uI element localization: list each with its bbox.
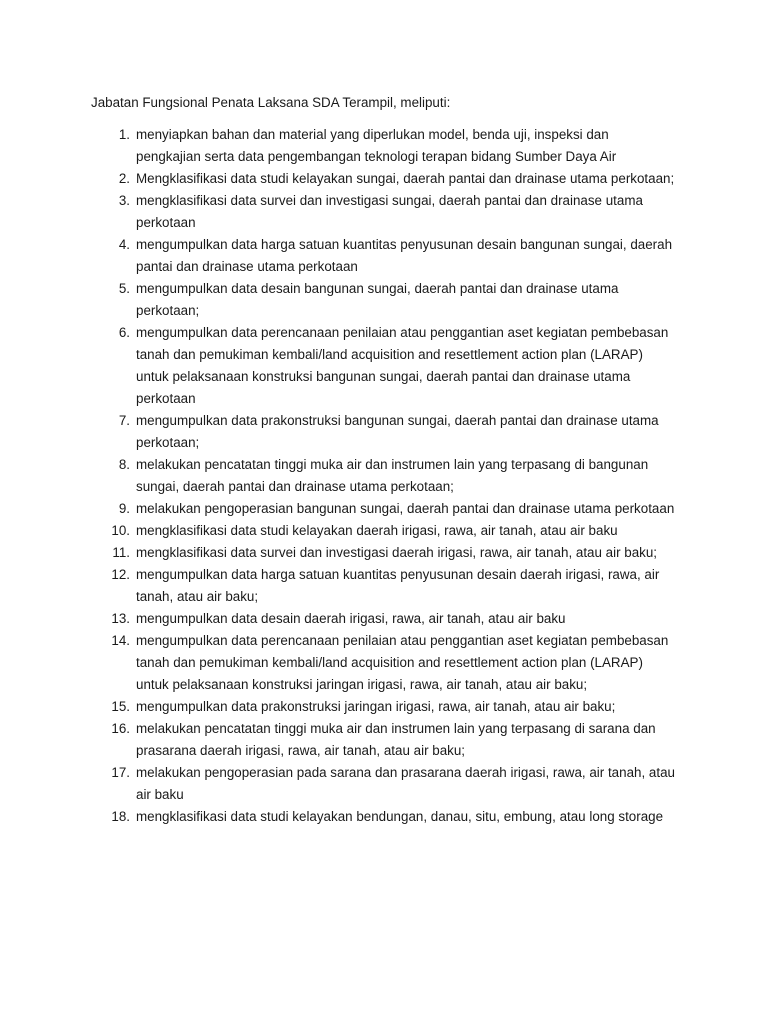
list-item	[0, 806, 676, 828]
list-item-text: mengumpulkan data desain bangunan sungai, daerah pantai dan drainase utama perkotaan;	[136, 281, 619, 318]
list-item	[0, 696, 676, 718]
list-item	[0, 564, 676, 608]
list-item	[0, 454, 676, 498]
list-item-text: mengumpulkan data harga satuan kuantitas penyusunan desain daerah irigasi, rawa, air tanah, atau air baku;	[136, 567, 660, 604]
list-item	[0, 190, 676, 234]
list-item	[0, 762, 676, 806]
list-item-text: mengklasifikasi data survei dan investigasi daerah irigasi, rawa, air tanah, atau air baku;	[136, 545, 658, 560]
list-item-number: 4.	[118, 237, 130, 252]
numbered-list	[0, 124, 768, 828]
list-item-text: mengklasifikasi data survei dan investigasi sungai, daerah pantai dan drainase utama perkotaan	[136, 193, 643, 230]
list-item-text: mengklasifikasi data studi kelayakan daerah irigasi, rawa, air tanah, atau air baku	[136, 523, 618, 538]
list-item-text: melakukan pengoperasian pada sarana dan prasarana daerah irigasi, rawa, air tanah, atau air baku	[136, 765, 675, 802]
list-item-number: 15.	[111, 699, 130, 714]
list-item-number: 3.	[118, 193, 130, 208]
list-item-text: Mengklasifikasi data studi kelayakan sungai, daerah pantai dan drainase utama perkotaan;	[136, 171, 675, 186]
list-item-number: 5.	[118, 281, 130, 296]
list-item-text: melakukan pencatatan tinggi muka air dan instrumen lain yang terpasang di bangunan sungai, daerah pantai dan drainase utama perkotaan;	[136, 457, 649, 494]
list-item	[0, 278, 676, 322]
list-item-text: mengumpulkan data desain daerah irigasi, rawa, air tanah, atau air baku	[136, 611, 566, 626]
list-item-number: 6.	[118, 325, 130, 340]
list-item-number: 1.	[118, 127, 130, 142]
list-item-number: 18.	[111, 809, 130, 824]
list-item-number: 13.	[111, 611, 130, 626]
list-item	[0, 608, 676, 630]
list-item-number: 16.	[111, 721, 130, 736]
list-item-number: 9.	[118, 501, 130, 516]
list-item	[0, 124, 676, 168]
list-item-number: 7.	[118, 413, 130, 428]
list-item	[0, 322, 676, 410]
list-item-text: mengumpulkan data prakonstruksi jaringan irigasi, rawa, air tanah, atau air baku;	[136, 699, 616, 714]
list-item	[0, 168, 676, 190]
list-item-text: mengumpulkan data prakonstruksi bangunan sungai, daerah pantai dan drainase utama perkotaan;	[136, 413, 659, 450]
list-item-number: 11.	[112, 545, 130, 560]
list-item-number: 10.	[111, 523, 130, 538]
list-item-number: 8.	[118, 457, 130, 472]
list-item-text: menyiapkan bahan dan material yang diperlukan model, benda uji, inspeksi dan pengkajian serta data pengembangan teknologi terapan bidang Sumber Daya Air	[136, 127, 617, 164]
list-item-text: mengumpulkan data perencanaan penilaian atau penggantian aset kegiatan pembebasan tanah dan pemukiman kembali/land acquisition and resettlement action plan (LARAP) untuk pelaksanaan konstruksi bangunan sungai, daerah pantai dan drainase utama perkotaan	[136, 325, 669, 406]
list-item-number: 2.	[118, 171, 130, 186]
list-item	[0, 718, 676, 762]
list-item	[0, 234, 676, 278]
list-item	[0, 410, 676, 454]
list-item-text: mengumpulkan data perencanaan penilaian atau penggantian aset kegiatan pembebasan tanah dan pemukiman kembali/land acquisition and resettlement action plan (LARAP) untuk pelaksanaan konstruksi jaringan irigasi, rawa, air tanah, atau air baku;	[136, 633, 669, 692]
list-item	[0, 542, 676, 564]
list-item-text: melakukan pencatatan tinggi muka air dan instrumen lain yang terpasang di sarana dan prasarana daerah irigasi, rawa, air tanah, atau air baku;	[136, 721, 656, 758]
list-item-number: 17.	[111, 765, 130, 780]
list-item-text: melakukan pengoperasian bangunan sungai, daerah pantai dan drainase utama perkotaan	[136, 501, 675, 516]
list-item-number: 12.	[111, 567, 130, 582]
list-item	[0, 498, 676, 520]
intro-text: Jabatan Fungsional Penata Laksana SDA Terampil, meliputi:	[91, 95, 451, 110]
list-item-number: 14.	[111, 633, 130, 648]
list-item	[0, 630, 676, 696]
list-item-text: mengklasifikasi data studi kelayakan bendungan, danau, situ, embung, atau long storage	[136, 809, 664, 824]
list-item-text: mengumpulkan data harga satuan kuantitas penyusunan desain bangunan sungai, daerah pantai dan drainase utama perkotaan	[136, 237, 673, 274]
list-item	[0, 520, 676, 542]
